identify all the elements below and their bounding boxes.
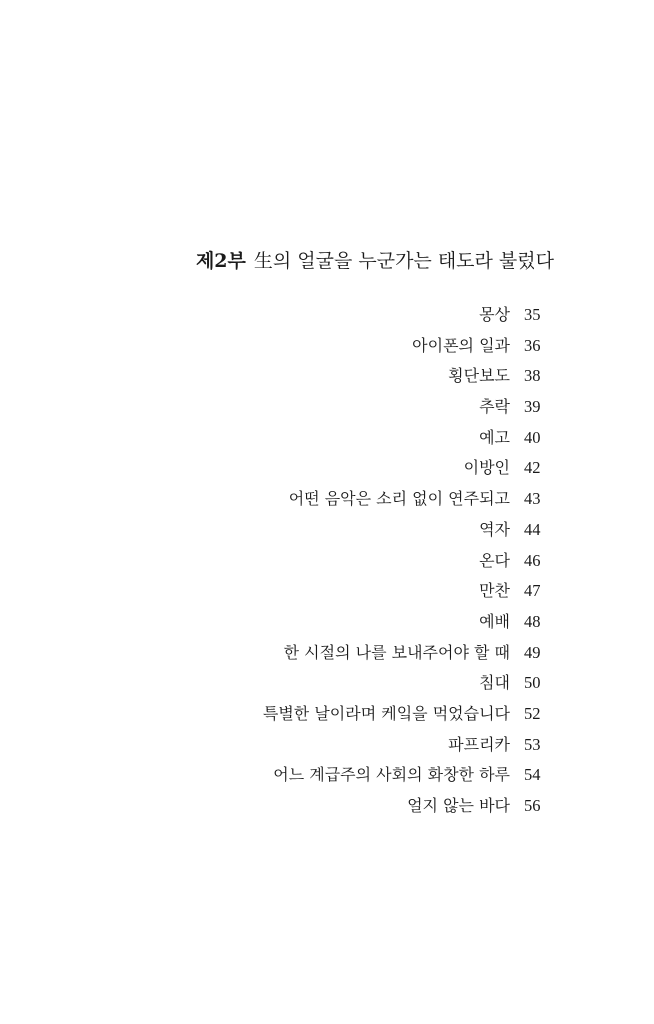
toc-entry-title: 역자 [479, 519, 510, 539]
toc-entry [263, 578, 550, 609]
toc-entry-title: 파프리카 [448, 734, 510, 754]
toc-entry-page-number: 46 [524, 550, 541, 570]
toc-entry [263, 363, 550, 394]
part-label: 제2부 [195, 250, 246, 272]
toc-entry-page-number: 53 [524, 734, 541, 754]
toc-entry [263, 517, 550, 548]
toc-entry-title: 온다 [479, 550, 510, 570]
toc-entry-page-number: 49 [524, 642, 541, 662]
toc-entry-title: 침대 [479, 673, 510, 693]
toc-entry-page-number: 40 [524, 427, 541, 447]
toc-entry-title: 어느 계급주의 사회의 화창한 하루 [273, 765, 510, 785]
toc-entry-title: 한 시절의 나를 보내주어야 할 때 [283, 642, 510, 662]
toc-entry-title: 아이폰의 일과 [412, 335, 510, 355]
part-title: 生의 얼굴을 누군가는 태도라 불렀다 [253, 250, 554, 272]
toc-entry [263, 762, 550, 793]
toc-entry [263, 793, 550, 824]
toc-entry-title: 추락 [479, 397, 510, 417]
toc-entry-title: 만찬 [479, 581, 510, 601]
toc-entry-page-number: 48 [524, 611, 541, 631]
toc-entry-title: 몽상 [479, 305, 510, 324]
toc-entry-page-number: 52 [524, 703, 541, 723]
toc-entry-page-number: 56 [524, 796, 541, 815]
toc-entry-title: 이방인 [463, 458, 510, 478]
toc-entry-list [263, 302, 550, 824]
toc-entry [263, 394, 550, 425]
toc-entry-page-number: 35 [524, 305, 541, 324]
toc-entry-title: 특별한 날이라며 케잌을 먹었습니다 [262, 703, 510, 723]
toc-entry-page-number: 43 [524, 489, 541, 509]
toc-entry-page-number: 44 [524, 519, 541, 539]
toc-entry [263, 486, 550, 517]
toc-entry-page-number: 42 [524, 458, 541, 478]
toc-entry-title: 예고 [479, 427, 510, 447]
toc-entry [263, 701, 550, 732]
toc-entry [263, 455, 550, 486]
toc-entry-title: 횡단보도 [448, 366, 510, 386]
toc-entry [263, 425, 550, 456]
toc-entry [263, 548, 550, 579]
toc-entry-title: 예배 [479, 611, 510, 631]
toc-entry-page-number: 38 [524, 366, 541, 386]
toc-entry [263, 333, 550, 364]
toc-entry-page-number: 54 [524, 765, 541, 785]
toc-entry [263, 640, 550, 671]
toc-entry [263, 670, 550, 701]
toc-entry [263, 302, 550, 333]
toc-entry-title: 얼지 않는 바다 [407, 796, 510, 815]
toc-entry-page-number: 47 [524, 581, 541, 601]
toc-entry [263, 732, 550, 763]
toc-entry-title: 어떤 음악은 소리 없이 연주되고 [288, 489, 510, 509]
toc-entry-page-number: 39 [524, 397, 541, 417]
toc-entry-page-number: 36 [524, 335, 541, 355]
toc-entry [263, 609, 550, 640]
toc-entry-page-number: 50 [524, 673, 541, 693]
part-heading [196, 248, 554, 274]
